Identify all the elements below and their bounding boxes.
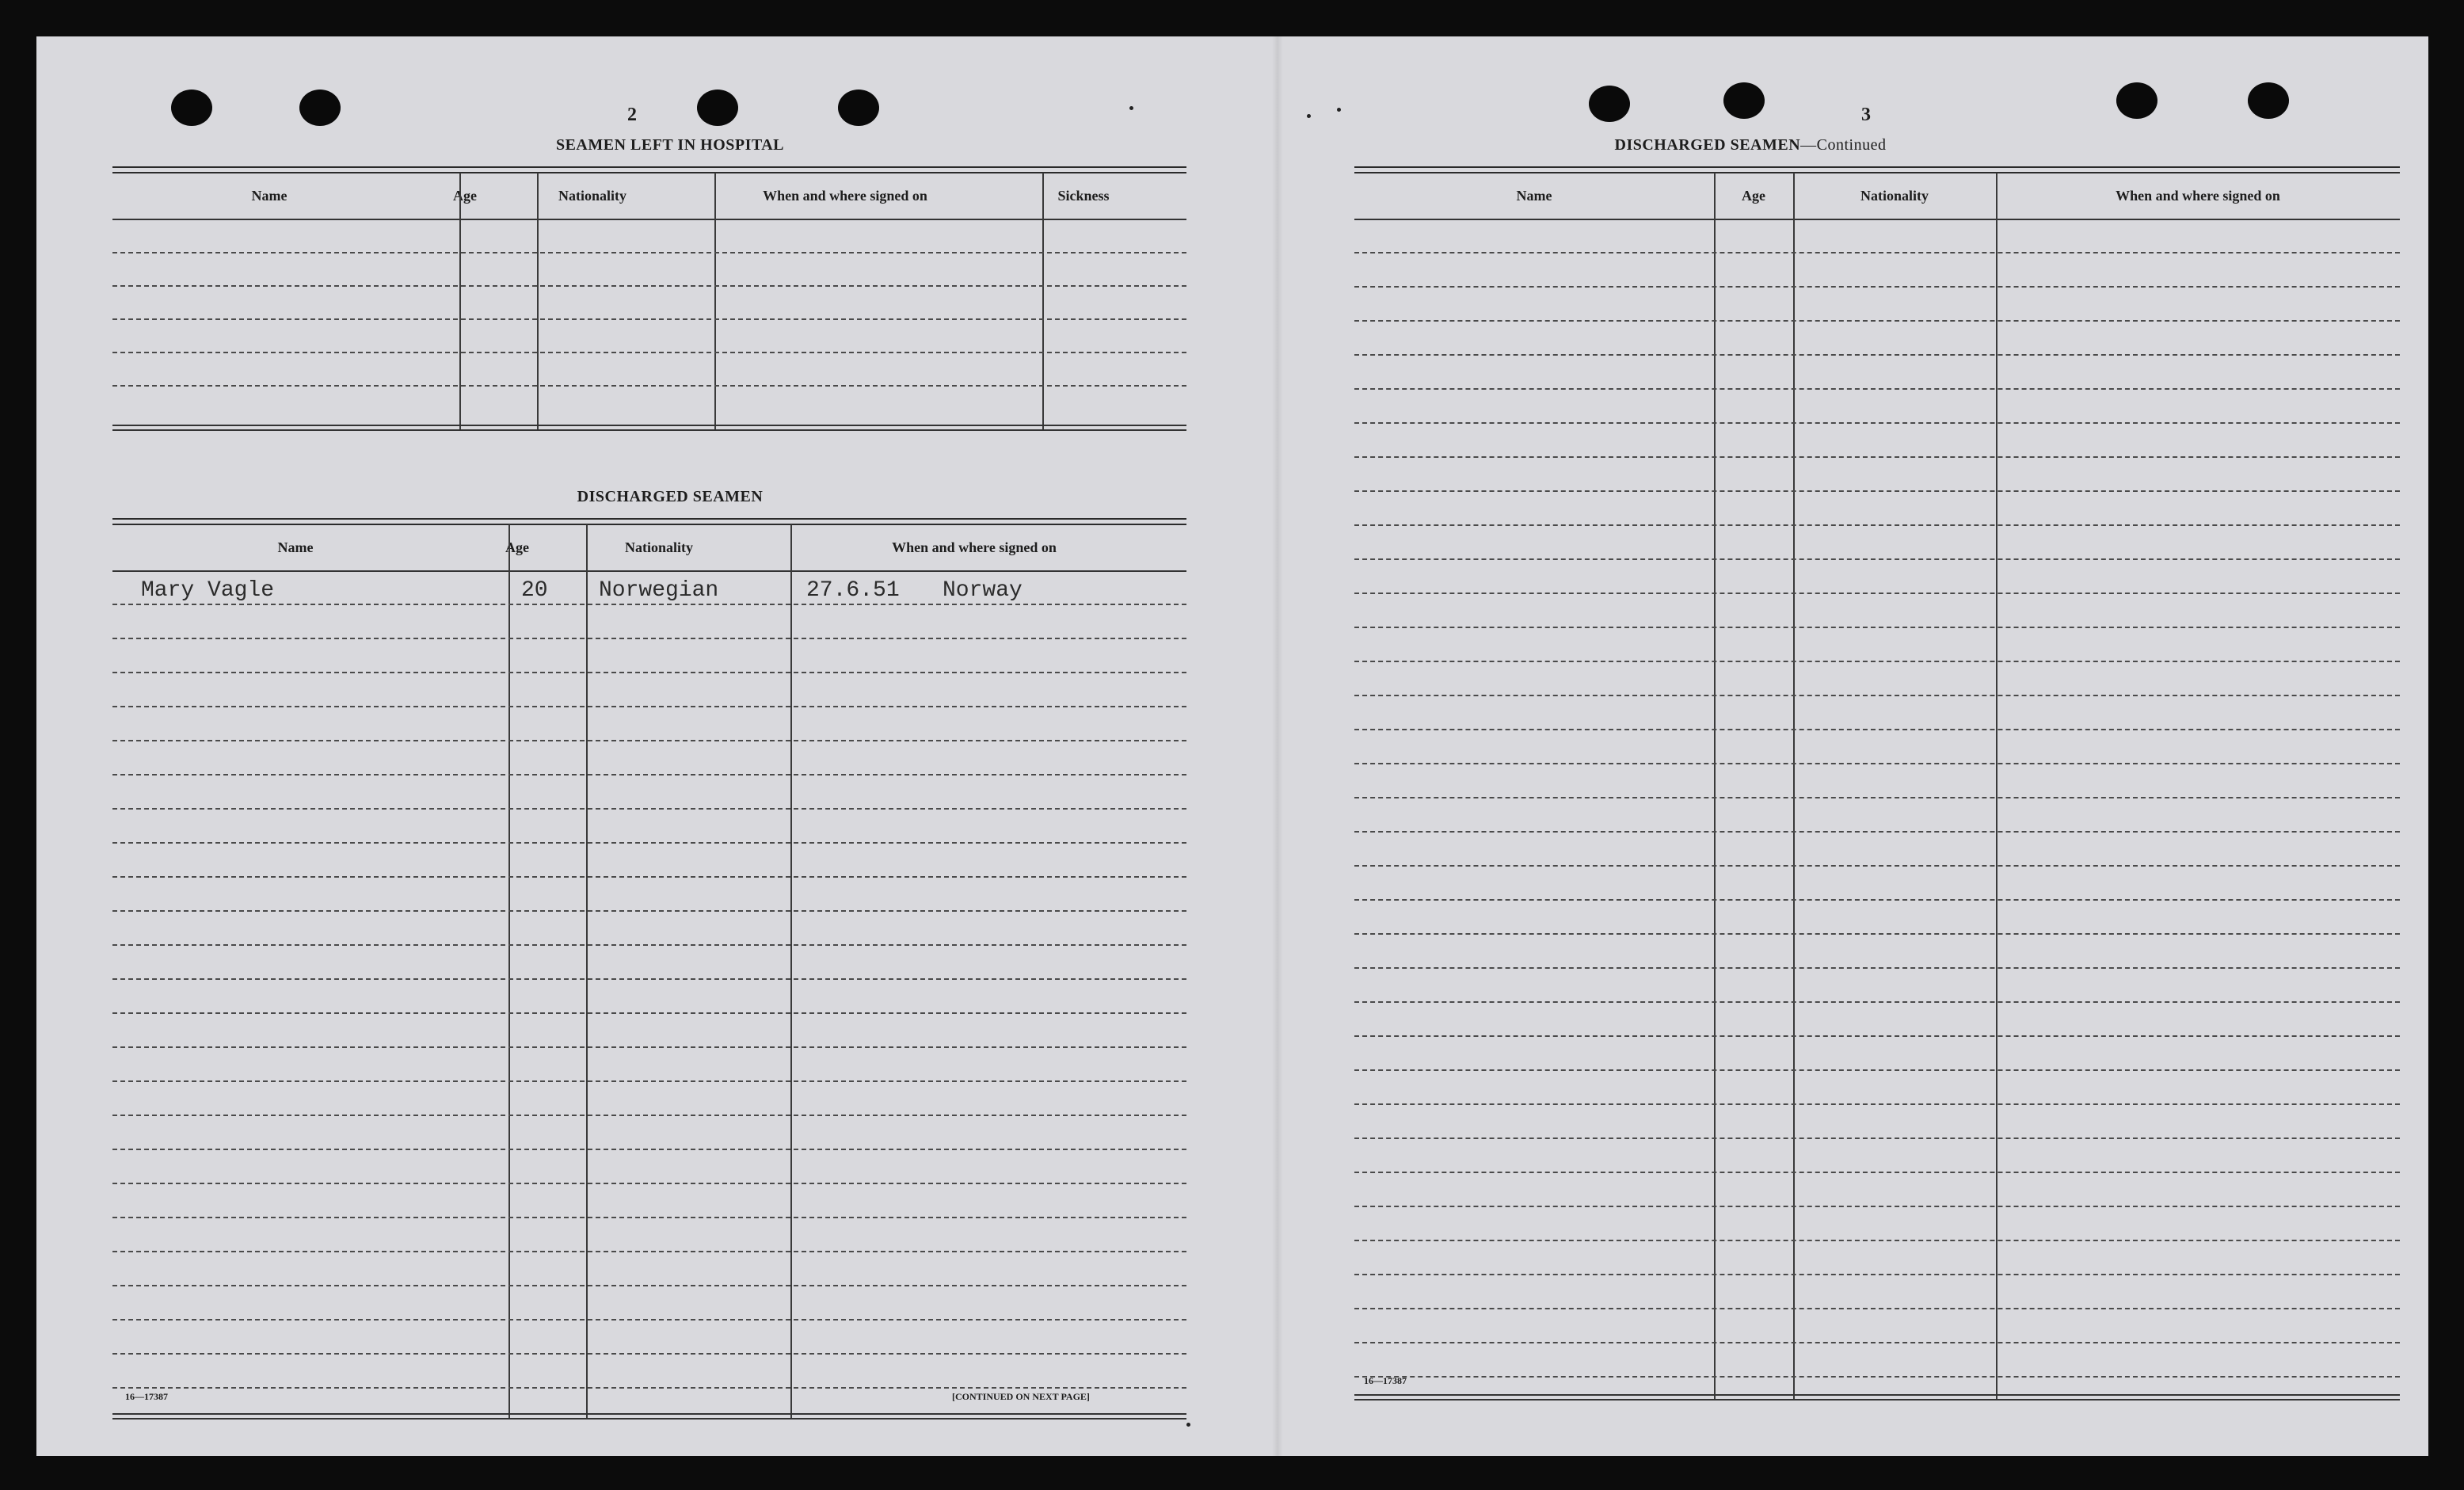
hospital-section-title: SEAMEN LEFT IN HOSPITAL bbox=[555, 136, 785, 154]
right-page bbox=[1283, 36, 2428, 1456]
page-fold bbox=[1272, 36, 1283, 1456]
ruled-line bbox=[1354, 865, 2400, 867]
hospital-table bbox=[112, 173, 1186, 431]
ruled-line bbox=[112, 1046, 1186, 1048]
ruled-line bbox=[1354, 286, 2400, 288]
ruled-line bbox=[1354, 354, 2400, 356]
ruled-line bbox=[112, 672, 1186, 673]
ruled-line bbox=[1354, 729, 2400, 730]
ruled-line bbox=[112, 910, 1186, 912]
ruled-line bbox=[1354, 1172, 2400, 1173]
page-number: 3 bbox=[1861, 105, 1871, 125]
ruled-line bbox=[1354, 831, 2400, 833]
paper-speck bbox=[1337, 108, 1341, 112]
ruled-line bbox=[112, 638, 1186, 639]
entry-signed-on-date: 27.6.51 bbox=[806, 578, 900, 603]
ruled-line bbox=[1354, 1240, 2400, 1241]
ruled-line bbox=[1354, 422, 2400, 424]
col-nationality-header: Nationality bbox=[558, 187, 626, 204]
ruled-line bbox=[112, 740, 1186, 741]
ruled-line bbox=[1354, 661, 2400, 662]
ruled-line bbox=[1354, 1001, 2400, 1003]
ruled-line bbox=[112, 1387, 1186, 1389]
continued-note: [CONTINUED ON NEXT PAGE] bbox=[952, 1391, 1090, 1402]
ruled-line bbox=[112, 706, 1186, 707]
col-name-header: Name bbox=[277, 539, 314, 555]
col-age-header: Age bbox=[453, 187, 477, 204]
ruled-line bbox=[1354, 695, 2400, 696]
ruled-line bbox=[112, 1319, 1186, 1320]
ruled-line bbox=[112, 1115, 1186, 1116]
ruled-line bbox=[1354, 252, 2400, 253]
ruled-line bbox=[1354, 456, 2400, 458]
form-code: 16—17387 bbox=[1364, 1375, 1407, 1386]
ruled-line bbox=[112, 604, 1186, 605]
ruled-line bbox=[112, 978, 1186, 980]
col-signed-on-header: When and where signed on bbox=[892, 539, 1057, 555]
ruled-line bbox=[1354, 967, 2400, 969]
col-nationality-header: Nationality bbox=[624, 539, 693, 555]
entry-signed-on-place: Norway bbox=[943, 578, 1023, 603]
ruled-line bbox=[112, 1285, 1186, 1286]
ruled-line bbox=[112, 876, 1186, 878]
ruled-line bbox=[1354, 1035, 2400, 1037]
page-number: 2 bbox=[627, 105, 637, 125]
continued-table bbox=[1354, 173, 2400, 1400]
ruled-line bbox=[1354, 933, 2400, 935]
entry-name: Mary Vagle bbox=[141, 578, 275, 603]
ruled-line bbox=[1354, 1069, 2400, 1071]
ruled-line bbox=[1354, 1376, 2400, 1378]
ruled-line bbox=[112, 1149, 1186, 1150]
col-age-header: Age bbox=[1742, 187, 1765, 204]
continued-section-title bbox=[1473, 136, 2028, 154]
ruled-line bbox=[112, 1183, 1186, 1184]
ruled-line bbox=[112, 774, 1186, 775]
col-name-header: Name bbox=[251, 187, 288, 204]
ruled-line bbox=[112, 1080, 1186, 1082]
ruled-line bbox=[1354, 627, 2400, 628]
ruled-line bbox=[1354, 524, 2400, 526]
ruled-line bbox=[1354, 1308, 2400, 1309]
ruled-line bbox=[1354, 899, 2400, 901]
section-title-continued: —Continued bbox=[1800, 136, 1887, 154]
col-signed-on-header: When and where signed on bbox=[763, 187, 927, 204]
ruled-line bbox=[112, 1251, 1186, 1252]
ruled-line bbox=[1354, 797, 2400, 798]
entry-age: 20 bbox=[521, 578, 548, 603]
col-name-header: Name bbox=[1516, 187, 1552, 204]
ruled-line bbox=[112, 808, 1186, 810]
document-scan bbox=[36, 36, 2428, 1456]
form-code: 16—17387 bbox=[125, 1391, 168, 1402]
entry-nationality: Norwegian bbox=[599, 578, 719, 603]
ruled-line bbox=[1354, 388, 2400, 390]
discharged-table bbox=[112, 524, 1186, 1420]
ruled-line bbox=[112, 1217, 1186, 1218]
ruled-line bbox=[1354, 558, 2400, 560]
col-sickness-header: Sickness bbox=[1057, 187, 1110, 204]
ruled-line bbox=[1354, 320, 2400, 322]
ruled-line bbox=[112, 1353, 1186, 1355]
ruled-line bbox=[112, 1012, 1186, 1014]
left-page bbox=[36, 36, 1272, 1456]
ruled-line bbox=[112, 842, 1186, 844]
paper-speck bbox=[1186, 1423, 1190, 1427]
ruled-line bbox=[1354, 490, 2400, 492]
col-signed-on-header: When and where signed on bbox=[2116, 187, 2280, 204]
ruled-line bbox=[1354, 1138, 2400, 1139]
ruled-line bbox=[1354, 763, 2400, 764]
ruled-line bbox=[112, 944, 1186, 946]
col-age-header: Age bbox=[505, 539, 529, 555]
col-nationality-header: Nationality bbox=[1860, 187, 1929, 204]
paper-speck bbox=[1307, 114, 1311, 118]
discharged-section-title: DISCHARGED SEAMEN bbox=[577, 488, 764, 505]
ruled-line bbox=[1354, 1103, 2400, 1105]
section-title-main: DISCHARGED SEAMEN bbox=[1614, 136, 1801, 154]
ruled-line bbox=[1354, 1274, 2400, 1275]
ruled-line bbox=[1354, 1342, 2400, 1343]
paper-speck bbox=[1129, 106, 1133, 110]
ruled-line bbox=[1354, 1206, 2400, 1207]
ruled-line bbox=[1354, 593, 2400, 594]
